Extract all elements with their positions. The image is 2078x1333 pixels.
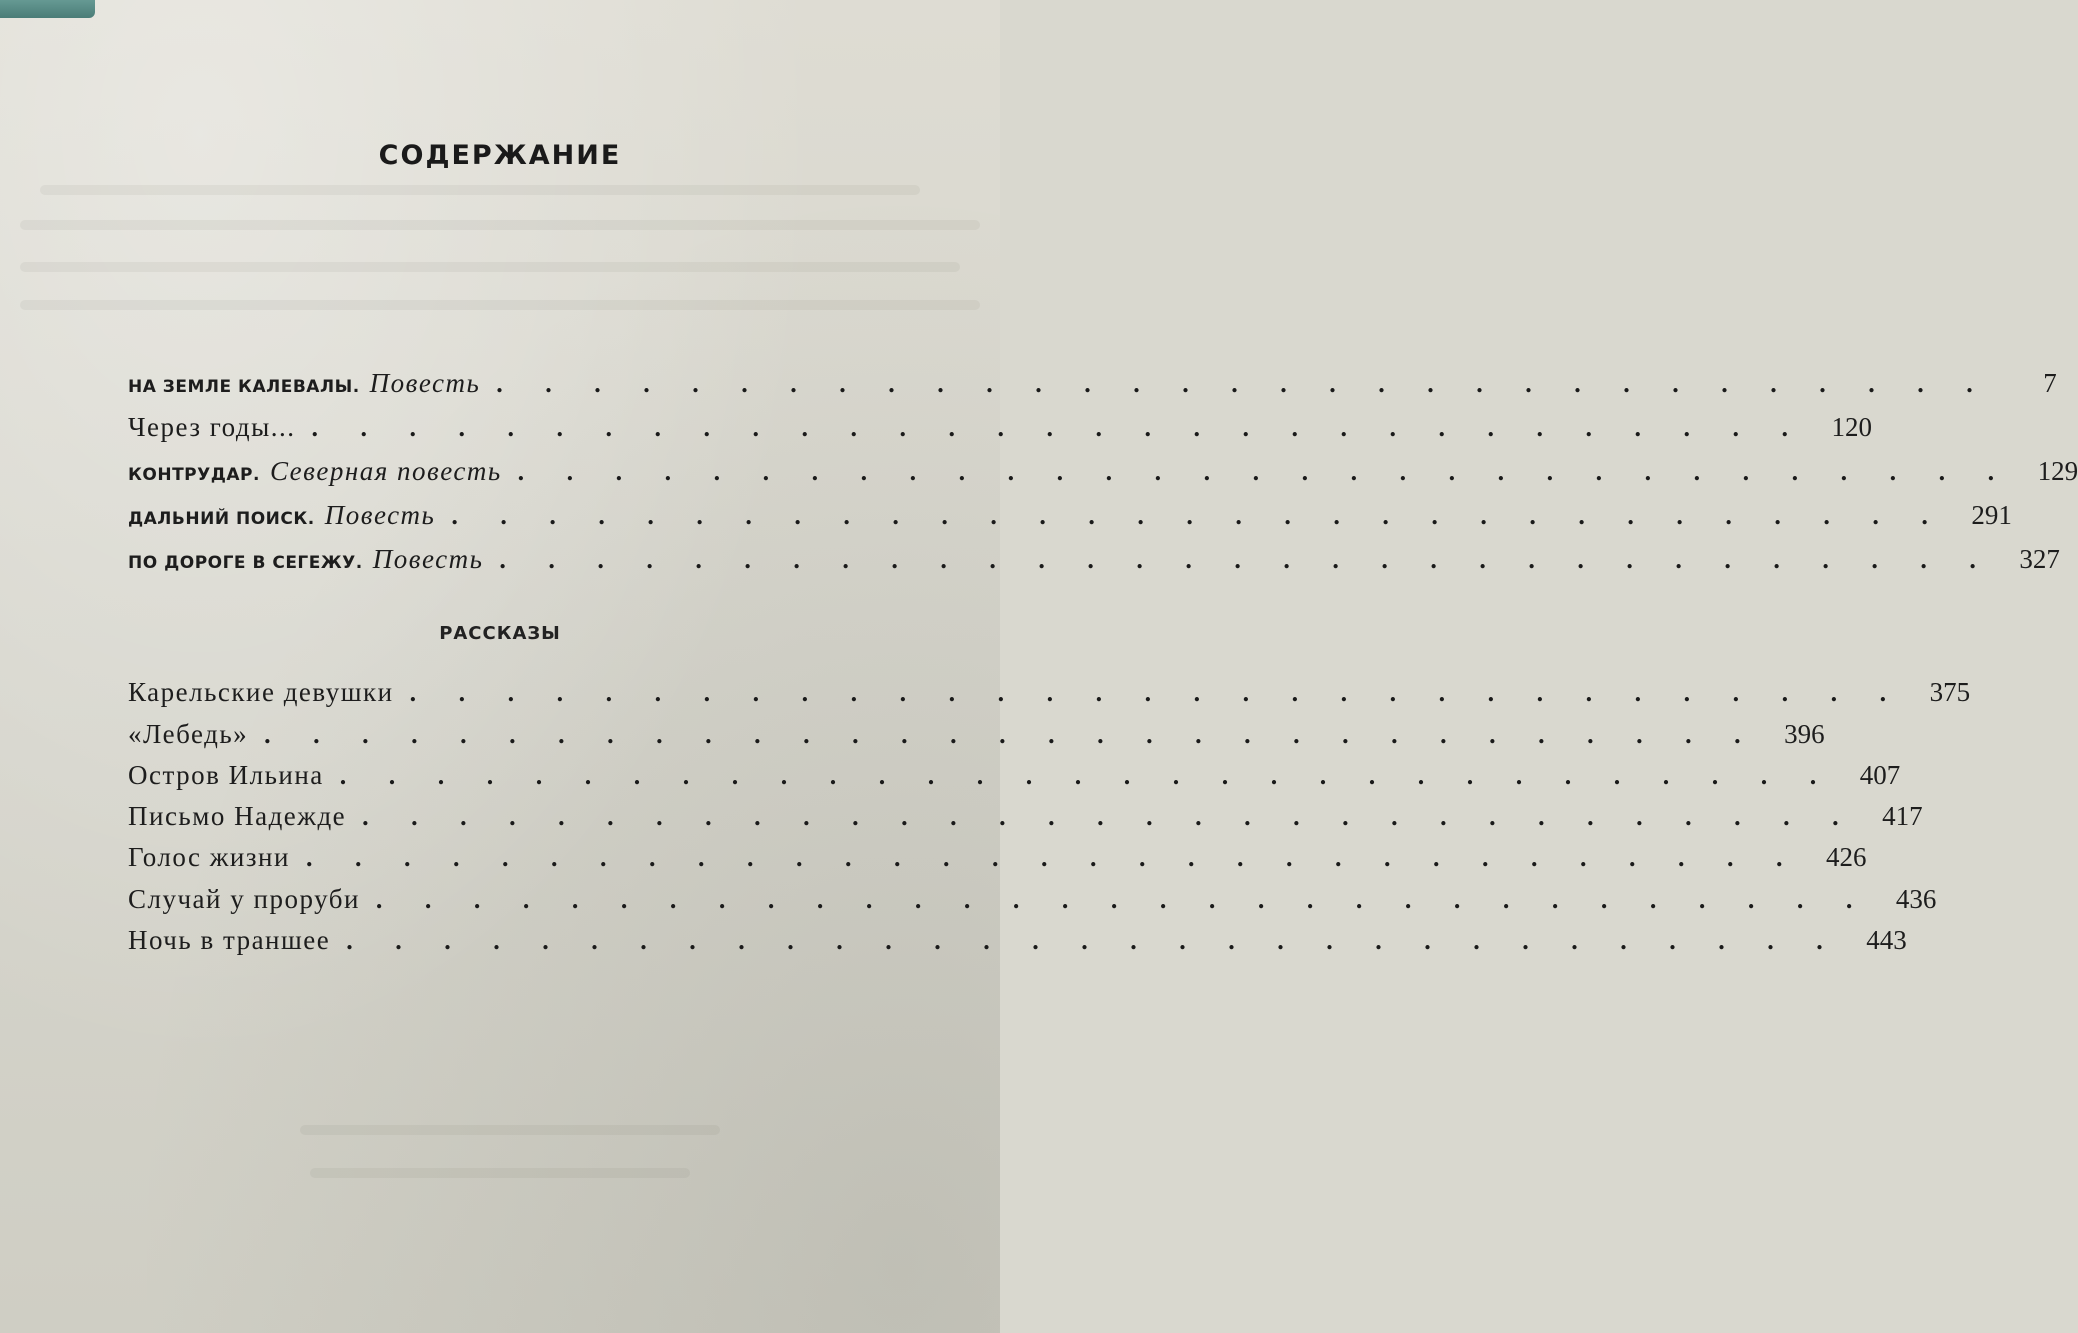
entry-caps-title: ПО ДОРОГЕ В СЕГЕЖУ. <box>128 553 363 573</box>
entry-genre: Повесть <box>324 500 436 530</box>
entry-page-number: 120 <box>1831 412 1873 442</box>
dot-leader: . . . . . . . . . . . . . . . . . . . . . . . . . . . . . . . <box>311 413 1807 442</box>
entry-title: Карельские девушки <box>128 677 394 707</box>
dot-leader: . . . . . . . . . . . . . . . . . . . . . . . . . . . . . . . <box>362 802 1857 831</box>
toc-entry[interactable] <box>128 801 1923 841</box>
contents-heading: СОДЕРЖАНИЕ <box>378 140 622 171</box>
dot-leader: . . . . . . . . . . . . . . . . . . . . . . . . . . . . . . . <box>264 720 1759 749</box>
toc-entry-title <box>128 544 483 575</box>
toc-entry[interactable] <box>128 925 1907 965</box>
toc-entry-title <box>128 677 394 708</box>
toc-entry[interactable] <box>128 368 2057 408</box>
toc-entry-title <box>128 760 324 791</box>
toc-entry-title <box>128 500 435 531</box>
entry-title: Голос жизни <box>128 842 290 872</box>
toc-entry-title <box>128 884 360 915</box>
dot-leader: . . . . . . . . . . . . . . . . . . . . . . . . . . . . . . . <box>451 501 1946 530</box>
entry-page-number: 327 <box>2019 544 2060 574</box>
entry-title: Ночь в траншее <box>128 925 331 955</box>
entry-genre: Повесть <box>369 368 481 398</box>
dot-leader: . . . . . . . . . . . . . . . . . . . . . . . . . . . . . . . <box>499 545 1994 574</box>
book-cover-edge <box>0 0 95 18</box>
dot-leader: . . . . . . . . . . . . . . . . . . . . . . . . . . . . . . . <box>496 369 1991 398</box>
entry-caps-title: НА ЗЕМЛЕ КАЛЕВАЛЫ. <box>128 377 360 397</box>
dot-leader: . . . . . . . . . . . . . . . . . . . . . . . . . . . . . . . <box>346 926 1841 955</box>
entry-title: Остров Ильина <box>128 760 324 790</box>
entry-page-number: 417 <box>1882 801 1923 831</box>
entry-genre: Северная повесть <box>269 456 502 486</box>
toc-entry-title <box>128 412 296 443</box>
entry-page-number: 436 <box>1895 884 1937 914</box>
toc-entry-title <box>128 842 290 873</box>
toc-entry[interactable] <box>128 884 1937 924</box>
toc-entry[interactable] <box>128 842 1867 882</box>
show-through-line <box>40 185 920 195</box>
dot-leader: . . . . . . . . . . . . . . . . . . . . . . . . . . . . . . . <box>339 761 1835 790</box>
entry-page-number: 129 <box>2037 456 2078 486</box>
dot-leader: . . . . . . . . . . . . . . . . . . . . . . . . . . . . . . . <box>517 457 2013 486</box>
entry-page-number: 291 <box>1971 500 2012 530</box>
show-through-line <box>20 220 980 230</box>
entry-page-number: 375 <box>1929 677 1971 707</box>
entry-title: Случай у проруби <box>128 884 360 914</box>
toc-entry[interactable] <box>128 677 1971 717</box>
entry-page-number: 426 <box>1825 842 1867 872</box>
dot-leader: . . . . . . . . . . . . . . . . . . . . . . . . . . . . . . . <box>409 678 1905 707</box>
toc-entry-title <box>128 456 502 487</box>
toc-entry[interactable] <box>128 412 1873 452</box>
stories-section-title: РАССКАЗЫ <box>439 623 561 644</box>
entry-page-number: 396 <box>1784 719 1825 749</box>
toc-entry[interactable] <box>128 719 1825 759</box>
entry-title: Письмо Надежде <box>128 801 347 831</box>
dot-leader: . . . . . . . . . . . . . . . . . . . . . . . . . . . . . . . <box>305 843 1801 872</box>
toc-entry-title <box>128 925 330 956</box>
toc-entry[interactable] <box>128 760 1901 800</box>
entry-page-number: 407 <box>1859 760 1901 790</box>
entry-title: Через годы... <box>128 412 296 442</box>
toc-entry-title <box>128 801 346 832</box>
toc-entry[interactable] <box>128 500 2012 540</box>
show-through-line <box>20 300 980 310</box>
entry-genre: Повесть <box>372 544 484 574</box>
show-through-line <box>300 1125 720 1135</box>
show-through-line <box>310 1168 690 1178</box>
entry-page-number: 7 <box>2043 368 2057 398</box>
toc-entry-title <box>128 368 480 399</box>
show-through-line <box>20 262 960 272</box>
toc-entry[interactable] <box>128 456 2078 496</box>
entry-caps-title: КОНТРУДАР. <box>128 465 260 485</box>
dot-leader: . . . . . . . . . . . . . . . . . . . . . . . . . . . . . . . <box>375 885 1871 914</box>
entry-title: «Лебедь» <box>128 719 249 749</box>
toc-entry-title <box>128 719 248 750</box>
entry-caps-title: ДАЛЬНИЙ ПОИСК. <box>128 509 315 529</box>
toc-entry[interactable] <box>128 544 2060 584</box>
entry-page-number: 443 <box>1866 925 1907 955</box>
